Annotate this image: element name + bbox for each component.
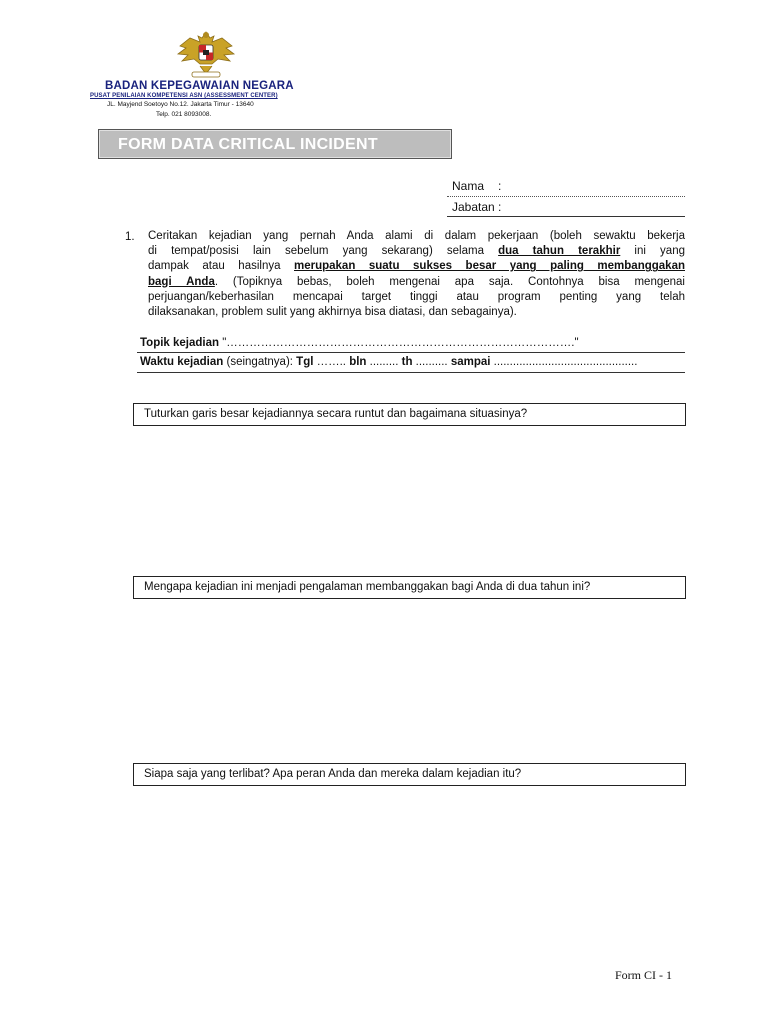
- time-field[interactable]: Waktu kejadian (seingatnya): Tgl …….. bln ......... th .......... sampai .............................................: [140, 356, 638, 368]
- question-line: dampak atau hasilnya merupakan suatu sukses besar yang paling membanggakan: [148, 260, 685, 273]
- nama-field[interactable]: [452, 179, 501, 193]
- question-number: 1.: [125, 231, 135, 243]
- org-phone: Telp. 021 8093008.: [156, 111, 212, 118]
- nama-rule: [447, 196, 685, 197]
- question-line: bagi Anda. (Topiknya bebas, boleh mengenai apa saja. Contohnya bisa mengenai: [148, 275, 685, 288]
- emphasis-success: merupakan suatu sukses besar yang paling membanggakan: [294, 260, 685, 273]
- org-address: JL. Mayjend Soetoyo No.12. Jakarta Timur - 13640: [107, 101, 254, 108]
- garuda-emblem-icon: [176, 28, 236, 80]
- org-subtitle: PUSAT PENILAIAN KOMPETENSI ASN (ASSESSMENT CENTER): [90, 93, 278, 99]
- topic-value: "……………………………………………………………………………….": [219, 337, 579, 349]
- jabatan-field[interactable]: [452, 200, 501, 214]
- question-line: dilaksanakan, problem sulit yang akhirnya bisa diatasi, dan sebagainya).: [148, 306, 517, 319]
- form-code: Form CI - 1: [615, 968, 672, 982]
- emphasis-two-years: dua tahun terakhir: [498, 245, 621, 258]
- topic-rule: [137, 352, 685, 353]
- question-text: [148, 229, 685, 320]
- topic-label: Topik kejadian: [140, 337, 220, 349]
- emphasis-for-you: bagi Anda: [148, 275, 215, 288]
- time-label: Waktu kejadian: [140, 356, 224, 368]
- jabatan-label: Jabatan :: [452, 200, 502, 214]
- question-line: di tempat/posisi lain sebelum yang sekarang) selama dua tahun terakhir ini yang: [148, 245, 685, 258]
- nama-label: Nama: [452, 179, 485, 193]
- prompt-box-situation[interactable]: Tuturkan garis besar kejadiannya secara runtut dan bagaimana situasinya?: [133, 403, 686, 426]
- org-name: BADAN KEPEGAWAIAN NEGARA: [105, 80, 294, 92]
- jabatan-rule: [447, 216, 685, 217]
- nama-colon: :: [498, 179, 502, 193]
- prompt-box-reason[interactable]: Mengapa kejadian ini menjadi pengalaman membanggakan bagi Anda di dua tahun ini?: [133, 576, 686, 599]
- form-title: FORM DATA CRITICAL INCIDENT: [118, 136, 378, 153]
- prompt-box-involved[interactable]: Siapa saja yang terlibat? Apa peran Anda dan mereka dalam kejadian itu?: [133, 763, 686, 786]
- question-line: perjuangan/keberhasilan mencapai target tinggi atau program penting yang telah: [148, 290, 685, 303]
- topic-field[interactable]: [140, 337, 579, 349]
- question-line: Ceritakan kejadian yang pernah Anda alami di dalam pekerjaan (boleh sewaktu bekerja: [148, 230, 685, 242]
- time-rule: [137, 372, 685, 373]
